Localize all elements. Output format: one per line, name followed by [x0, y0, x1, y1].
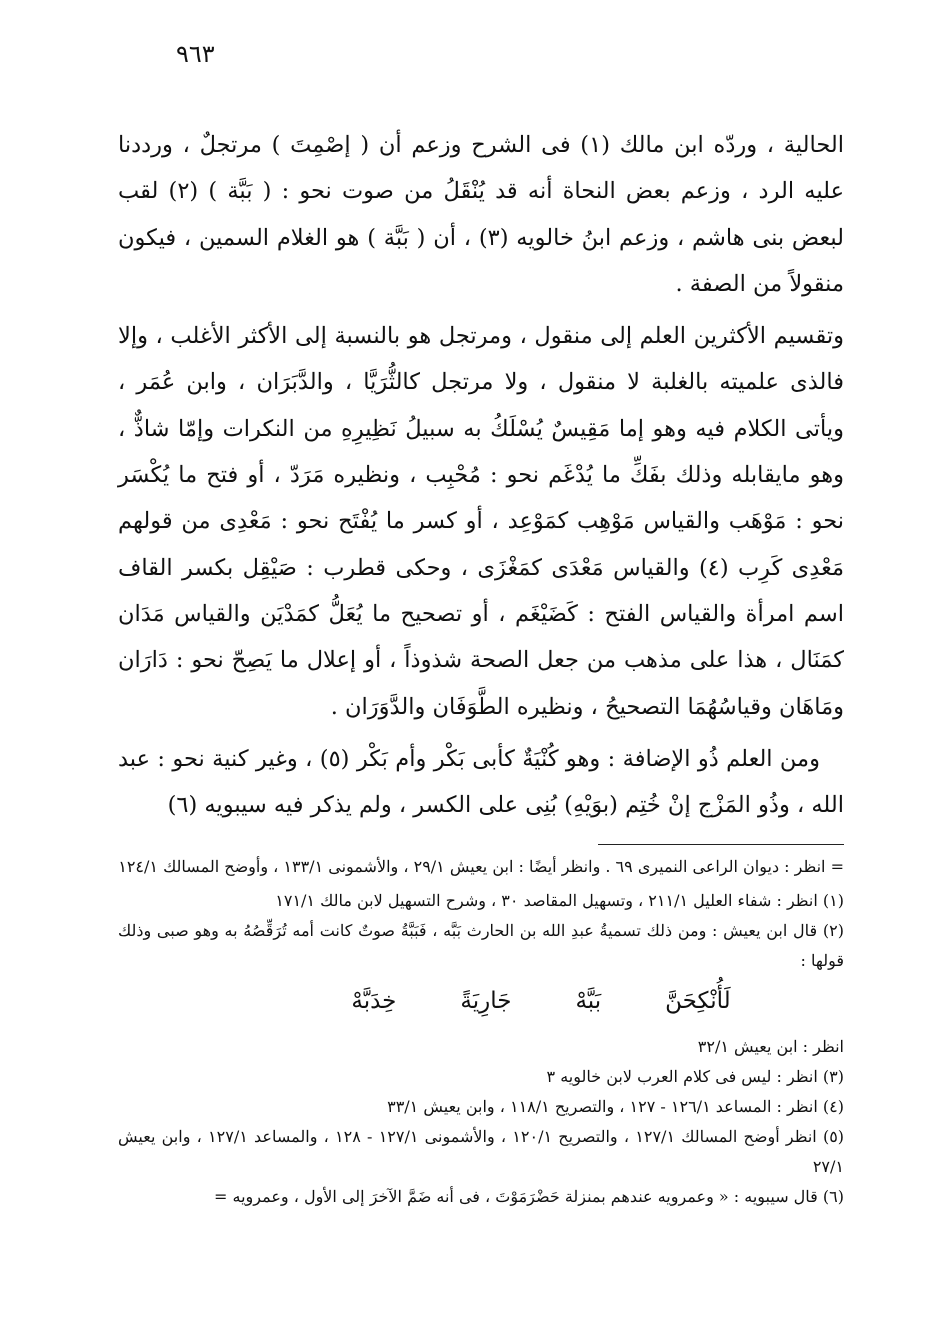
paragraph-3: ومن العلم ذُو الإضافة : وهو كُنْيَةٌ كأبى بَكْر وأم بَكْر (٥) ، وغير كنية نحو : عبد الله ، وذُو المَزْج إنْ خُتِم (بوَيْهِ) بُنِى على الكسر ، ولم يذكر فيه سيبويه (٦): [118, 745, 844, 819]
footnote-continuation: = انظر : ديوان الراعى النميرى ٦٩ . وانظر أيضًا : ابن يعيش ٢٩/١ ، والأشمونى ١٣٣/١ ، وأوضح المسالك ١٢٤/١: [118, 857, 844, 876]
footnote-4: (٤) انظر : المساعد ١٢٦/١ - ١٢٧ ، والتصريح ١١٨/١ ، وابن يعيش ٣٣/١: [387, 1097, 844, 1116]
footnote-1: (١) انظر : شفاء العليل ٢١١/١ ، وتسهيل المقاصد ٣٠ ، وشرح التسهيل لابن مالك ١٧١/١: [275, 891, 844, 910]
footnote-separator: [598, 844, 844, 845]
paragraph-2: وتقسيم الأكثرين العلم إلى منقول ، ومرتجل هو بالنسبة إلى الأكثر الأغلب ، وإلا فالذى علميته بالغلبة لا منقول ، ولا مرتجل كالثُّرَيَّا ، والدَّبَرَان ، وابن عُمَر ، ويأتى الكلام فيه وهو إما مَقِيسٌ يُسْلَكُ به سبيلُ نَظِيرِهِ من النكرات وإمّا شاذٌّ ، وهو مايقابله وذلك بفَكِّ ما يُدْغَم نحو : مُحْبِب ، ونظيره مَرَدّ ، أو فتح ما يُكْسَر نحو : مَوْهَب والقياس مَوْهِب كمَوْعِد ، أو كسر ما يُفْتَح نحو : مَعْدِى من قولهم مَعْدِى كَرِب (٤) والقياس مَعْدَى كمَغْزَى ، وحكى قطرب : صَيْقِل بكسر القاف اسم امرأة والقياس الفتح : كَضَيْغَم ، أو تصحيح ما يُعَلُّ كمَدْيَن والقياس مَدَان كمَنَال ، هذا على مذهب من جعل الصحة شذوذاً ، أو إعلال ما يَصِحّ نحو : دَارَان ومَاهَان وقياسُهُمَا التصحيحُ ، ونظيره الطَّوَفَان والدَّوَرَان .: [118, 323, 844, 720]
verse-word: جَارِيَةً: [460, 988, 512, 1014]
footnote-2: (٢) قال ابن يعيش : ومن ذلك تسميةُ عبدِ الله بن الحارث بَبَّه ، فَبَبَّةُ صوتٌ كانت أمه تُرَقِّصُهُ به وهو صبى وذلك قولها :: [118, 921, 844, 970]
verse-word: بَبَّهْ: [575, 988, 602, 1014]
main-text: [118, 122, 844, 828]
footnote-6: (٦) قال سيبويه : « وعمرويه عندهم بمنزلة حَضْرَمَوْتَ ، فى أنه ضَمَّ الآخرَ إلى الأول ، وعمرويه =: [214, 1187, 844, 1206]
page-number: ٩٦٣: [176, 40, 215, 68]
footnote-5: (٥) انظر أوضح المسالك ١٢٧/١ ، والتصريح ١٢٠/١ ، والأشمونى ١٢٧/١ - ١٢٨ ، والمساعد ١٢٧/١ ، وابن يعيش ٢٧/١: [118, 1127, 845, 1176]
footnote-2-reference: انظر : ابن يعيش ٣٢/١: [697, 1037, 844, 1056]
footnote-3: (٣) انظر : ليس فى كلام العرب لابن خالويه ٣: [546, 1067, 844, 1086]
verse-word: لَأُنْكِحَنَّ: [665, 988, 731, 1014]
verse-word: خِدَبَّهْ: [351, 988, 397, 1014]
verse-line: [118, 988, 844, 1014]
paragraph-1: الحالية ، وردّه ابن مالك (١) فى الشرح وزعم أن ( إصْمِتَ ) مرتجلٌ ، ورددنا عليه الرد ، وزعم بعض النحاة أنه قد يُنْقَلُ من صوت نحو : ( بَبَّة ) (٢) لقب لبعض بنى هاشم ، وزعم ابنُ خالويه (٣) ، أن ( بَبَّة ) هو الغلام السمين ، فيكون منقولاً من الصفة .: [118, 132, 845, 297]
footnotes: [118, 852, 844, 1212]
